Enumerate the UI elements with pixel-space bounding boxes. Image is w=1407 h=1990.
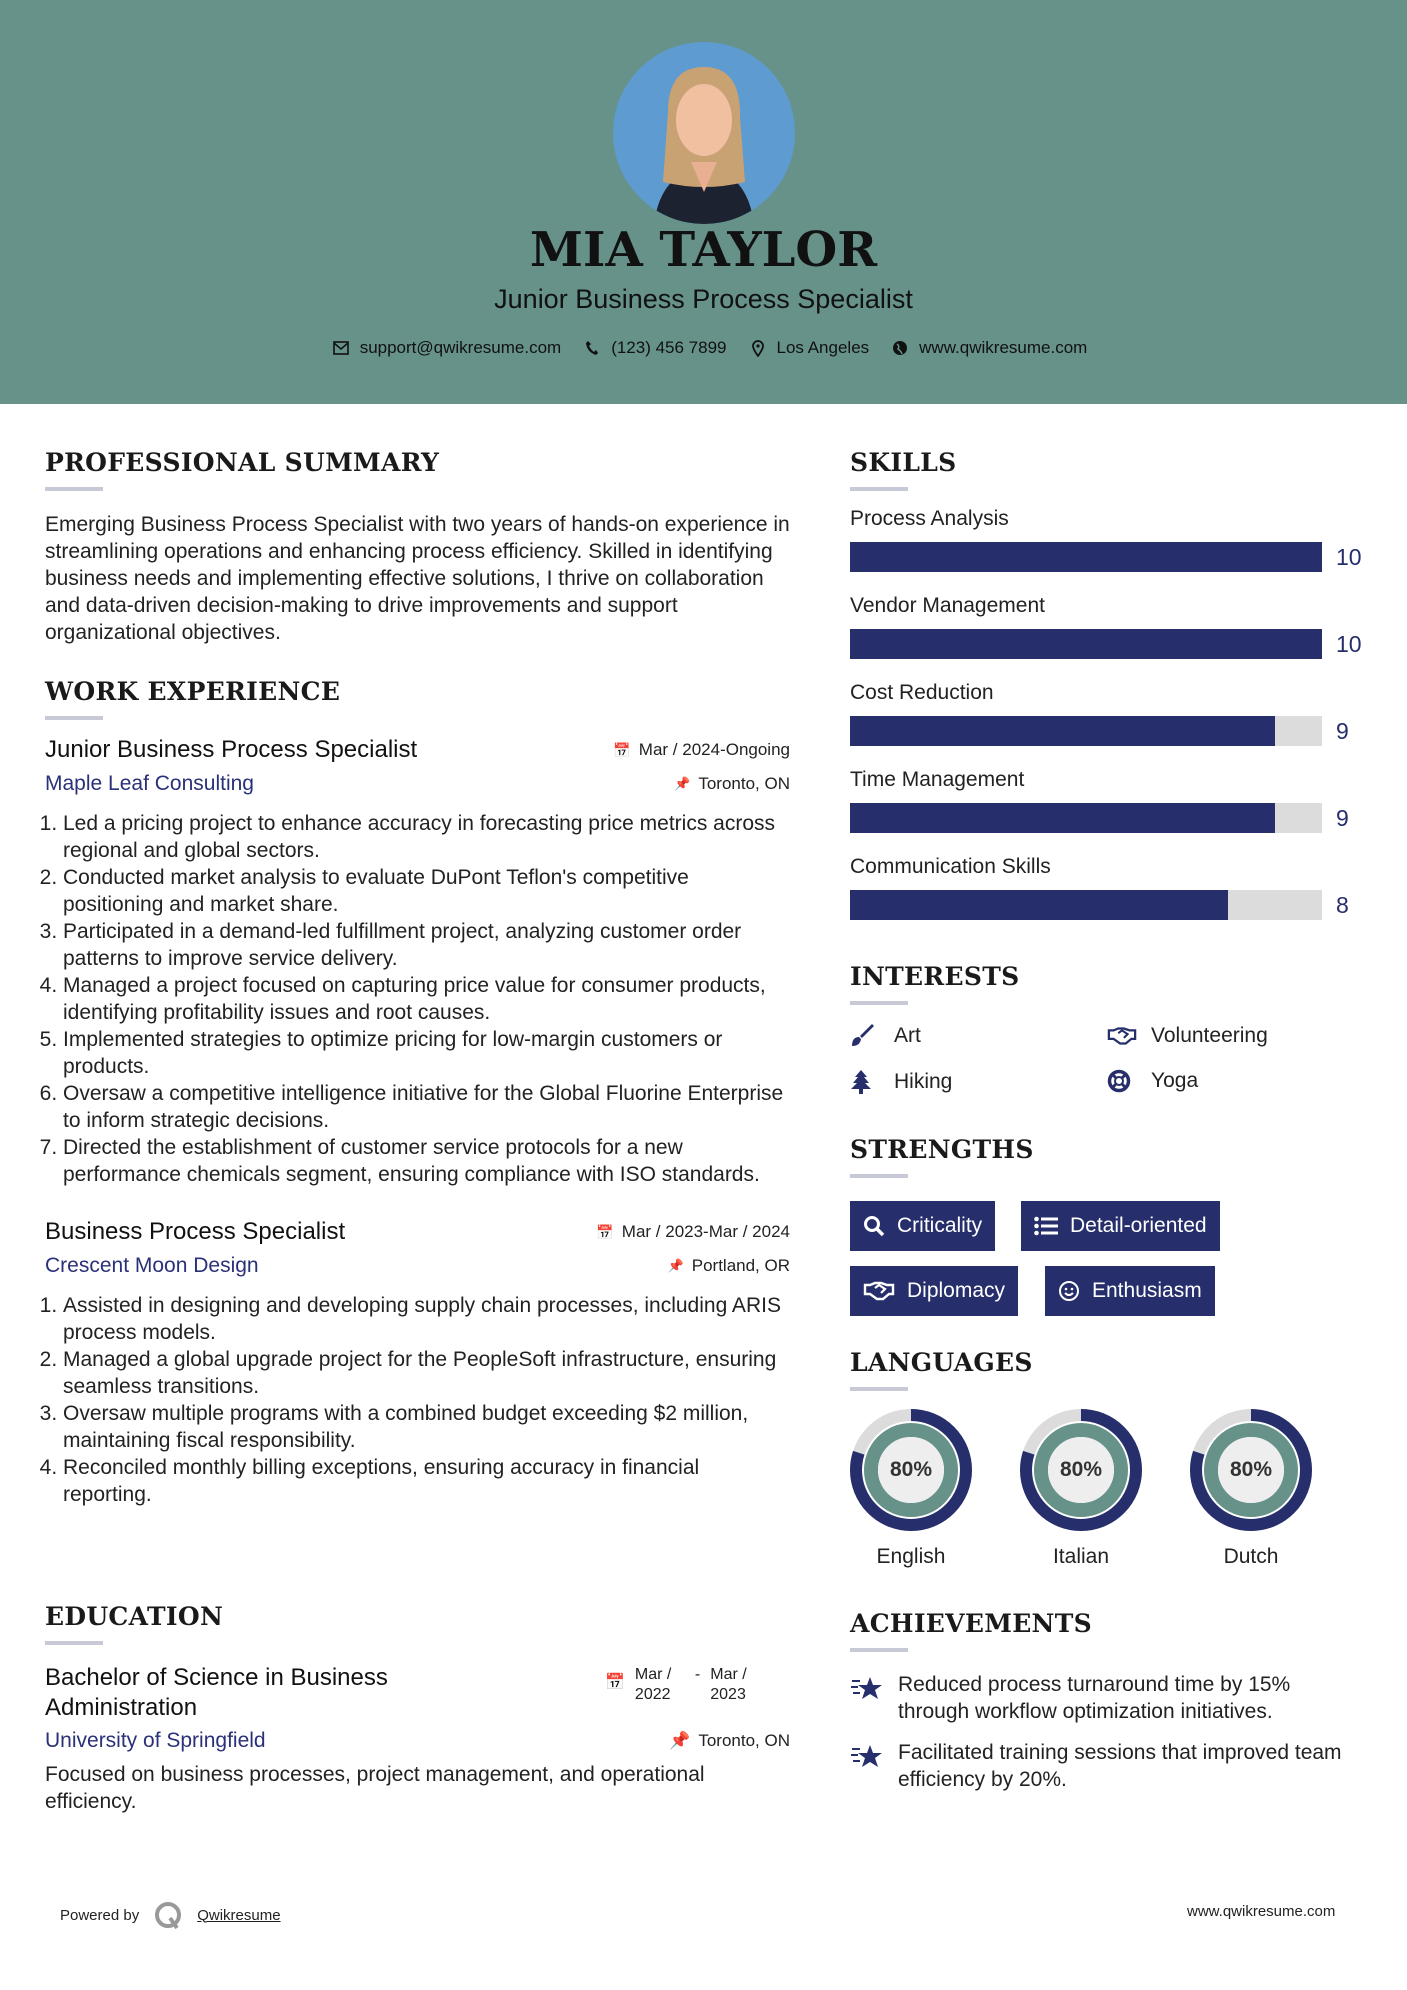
candidate-title: Junior Business Process Specialist [494,284,913,314]
contact-item: Los Angeles [776,338,870,357]
bullet-item: 2. Conducted market analysis to evaluate DuPont Teflon's competitive positioning and market share. [63,864,790,918]
language-gauge [1019,1408,1143,1532]
job-bullets [45,1292,790,1508]
heading-underline [45,716,103,720]
strength-chip [850,1266,1018,1316]
strength-label: Detail-oriented [1070,1214,1207,1237]
map-marker-icon [749,339,767,357]
start-date: Mar / 2022 [634,1666,672,1703]
job-date: Mar / 2024-Ongoing [638,740,790,759]
smile-icon [1058,1280,1080,1302]
skill-item [850,681,1370,768]
school-name: University of Springfield [45,1729,266,1752]
section-heading: SKILLS [850,448,957,477]
education-description: Focused on business processes, project management, and operational efficiency. [45,1763,705,1813]
summary-section [45,448,790,646]
calendar-icon: 📅 [613,741,631,758]
profile-photo [613,42,795,224]
job-title: Junior Business Process Specialist [45,736,418,763]
company-name: Maple Leaf Consulting [45,772,254,795]
qwikresume-link[interactable]: Qwikresume [197,1906,281,1924]
section-heading: ACHIEVEMENTS [850,1609,1092,1638]
skill-bar-fill [850,716,1275,746]
skill-item [850,768,1370,855]
handshake-icon [863,1280,895,1302]
language-name: Italian [1052,1545,1110,1568]
job-location: Portland, OR [691,1256,790,1275]
experience-section [45,677,790,1508]
contact-bar [0,338,1407,358]
language-percent: 80% [1059,1458,1103,1481]
skill-item [850,855,1370,942]
job-entry [45,736,790,1188]
heading-underline [850,1387,908,1391]
skill-name: Time Management [850,768,1025,791]
heading-underline [45,487,103,491]
lifebuoy-icon [1107,1069,1137,1093]
job-title: Business Process Specialist [45,1218,346,1245]
heading-underline [850,1648,908,1652]
strengths-section [850,1135,1370,1335]
interest-label: Art [894,1024,921,1047]
skill-value: 10 [1336,544,1362,570]
bullet-item: 3. Participated in a demand-led fulfillment project, analyzing customer order patterns to improve service delivery. [63,918,790,972]
search-icon [863,1215,885,1237]
contact-item[interactable]: www.qwikresume.com [919,338,1088,357]
achievement-text: Reduced process turnaround time by 15% through workflow optimization initiatives. [898,1673,1291,1723]
end-date: Mar / 2023 [710,1666,747,1703]
bullet-item: 4. Reconciled monthly billing exceptions, ensuring accuracy in financial reporting. [63,1454,790,1508]
job-bullets [45,810,790,1188]
language-gauge [1189,1408,1313,1532]
strength-chip [850,1201,995,1251]
candidate-name: MIA TAYLOR [529,222,878,278]
heading-underline [45,1641,103,1645]
interest-label: Hiking [894,1070,953,1093]
bullet-item: 7. Directed the establishment of customer service protocols for a new performance chemicals segment, ensuring compliance with ISO standards. [63,1134,790,1188]
bullet-item: 6. Oversaw a competitive intelligence initiative for the Global Fluorine Enterprise to inform strategic decisions. [63,1080,790,1134]
skill-bar [850,803,1349,833]
skill-bar [850,890,1349,920]
section-heading: PROFESSIONAL SUMMARY [45,448,440,477]
education-dates: 📅 Mar / 2022 - Mar / 2023 [605,1665,760,1705]
phone-icon [583,339,601,357]
powered-by-label: Powered by [60,1906,140,1924]
section-heading: STRENGTHS [850,1135,1034,1164]
interest-item [850,1069,952,1095]
achievement-item [850,1739,1350,1793]
interest-label: Volunteering [1151,1024,1268,1047]
skill-value: 10 [1336,631,1362,657]
heading-underline [850,1001,908,1005]
skill-name: Vendor Management [850,594,1045,617]
contact-item: (123) 456 7899 [611,338,727,357]
language-percent: 80% [1229,1458,1273,1481]
skill-bar-fill [850,890,1228,920]
skill-name: Communication Skills [850,855,1051,878]
language-name: Dutch [1223,1545,1279,1568]
bullet-item: 1. Assisted in designing and developing supply chain processes, including ARIS process models. [63,1292,790,1346]
skill-bar [850,629,1362,659]
strength-label: Enthusiasm [1092,1279,1202,1302]
heading-underline [850,487,908,491]
bullet-item: 5. Implemented strategies to optimize pricing for low-margin customers or products. [63,1026,790,1080]
qwikresume-logo-icon [153,1900,183,1930]
heading-underline [850,1174,908,1178]
footer-powered-by [60,1900,281,1930]
skill-name: Cost Reduction [850,681,994,704]
skill-bar [850,542,1362,572]
section-heading: EDUCATION [45,1602,224,1631]
paintbrush-icon [850,1024,880,1048]
skill-item [850,594,1370,681]
pin-icon: 📌 [669,1731,691,1750]
calendar-icon: 📅 [596,1223,614,1240]
language-name: English [876,1545,946,1568]
interest-label: Yoga [1151,1069,1199,1092]
contact-item[interactable]: support@qwikresume.com [359,338,562,357]
summary-text: Emerging Business Process Specialist with two years of hands-on experience in streamlining operations and enhancing process efficiency. Skilled in identifying business needs and implementing effective solutions, I thrive on collaboration and data-driven decision-making to drive improvements and support organizational objectives. [45,513,790,644]
company-name: Crescent Moon Design [45,1254,259,1277]
job-date: Mar / 2023-Mar / 2024 [621,1222,790,1241]
achievement-text: Facilitated training sessions that improved team efficiency by 20%. [898,1741,1342,1791]
strength-chip [1045,1266,1215,1316]
section-heading: WORK EXPERIENCE [45,677,341,706]
strength-label: Diplomacy [907,1279,1006,1302]
language-gauge [849,1408,973,1532]
achievements-section [850,1609,1370,1809]
school-location: Toronto, ON [698,1731,790,1750]
bullet-item: 3. Oversaw multiple programs with a combined budget exceeding $2 million, maintaining fiscal responsibility. [63,1400,790,1454]
skill-value: 9 [1336,718,1349,744]
skill-item [850,507,1370,594]
job-entry [45,1218,790,1508]
language-percent: 80% [889,1458,933,1481]
skill-value: 9 [1336,805,1349,831]
interest-item [850,1024,921,1048]
list-icon [1034,1216,1058,1236]
bullet-item: 4. Managed a project focused on capturing price value for consumer products, identifying profitability issues and root causes. [63,972,790,1026]
envelope-icon [332,339,350,357]
tree-icon [850,1069,880,1095]
job-location: Toronto, ON [698,774,790,793]
skill-bar [850,716,1349,746]
pin-icon: 📌 [674,776,691,791]
skill-value: 8 [1336,892,1349,918]
globe-icon [891,339,909,357]
languages-section [850,1348,1370,1588]
education-section [45,1602,790,1815]
degree-title: Bachelor of Science in Business Administration [45,1664,388,1721]
strength-label: Criticality [897,1214,983,1237]
achievement-item [850,1671,1350,1725]
star-badge-icon [850,1673,884,1725]
star-badge-icon [850,1741,884,1793]
skills-section [850,448,1370,942]
section-heading: LANGUAGES [850,1348,1033,1377]
bullet-item: 1. Led a pricing project to enhance accuracy in forecasting price metrics across regional and global sectors. [63,810,790,864]
interests-section [850,962,1370,1122]
calendar-icon: 📅 [605,1674,625,1691]
handshake-icon [1107,1025,1137,1047]
skill-bar-fill [850,542,1322,572]
section-heading: INTERESTS [850,962,1020,991]
interest-item [1107,1069,1198,1093]
bullet-item: 2. Managed a global upgrade project for the PeopleSoft infrastructure, ensuring seamless transitions. [63,1346,790,1400]
footer-website[interactable]: www.qwikresume.com [1187,1903,1336,1920]
skill-bar-fill [850,629,1322,659]
skill-name: Process Analysis [850,507,1009,530]
pin-icon: 📌 [667,1258,684,1273]
skill-bar-fill [850,803,1275,833]
interest-item [1107,1024,1268,1048]
strength-chip [1021,1201,1220,1251]
